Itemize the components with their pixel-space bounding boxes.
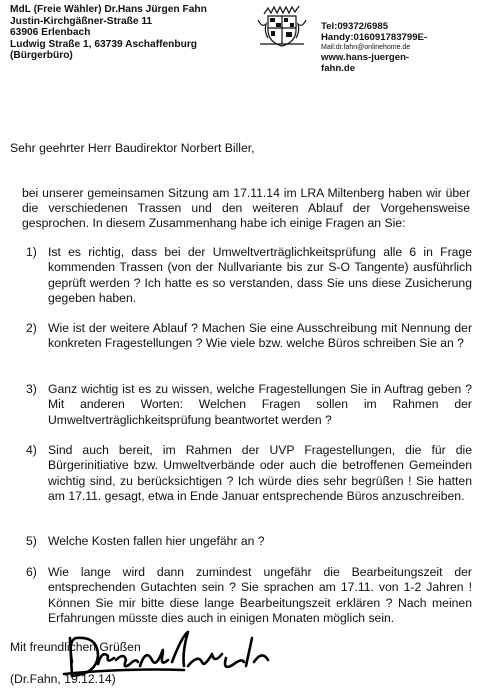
website-line-1: www.hans-juergen- — [321, 52, 410, 63]
signoff-line: (Dr.Fahn, 19.12.14) — [10, 672, 116, 686]
salutation: Sehr geehrter Herr Baudirektor Norbert Biller, — [10, 141, 255, 155]
website-line-2: fahn.de — [321, 63, 356, 74]
question-number: 4) — [26, 443, 37, 457]
question-text: Sind auch bereit, im Rahmen der UVP Fragestellungen, die für die Bürgerinitiative bzw. Umweltverbände oder auch die betroffenen Gemeinden wichtig sind, zu berücksichtigen ? Ich würde dies sehr begrüßen ! Sie hatten am 17.11. gesagt, etwa in Ende Januar entsprechende Büros anzuschreiben. — [48, 443, 472, 503]
question-text: Ist es richtig, dass bei der Umweltverträglichkeitsprüfung alle 6 in Frage kommenden Trassen (von der Nullvariante bis zur S-O Tangente) ausführlich geprüft werden ? Ich hatte es so verstanden, dass Sie uns diese Zusicherung gegeben haben. — [48, 245, 472, 305]
question-number: 3) — [26, 382, 37, 396]
intro-paragraph: bei unserer gemeinsamen Sitzung am 17.11.14 im LRA Miltenberg haben wir über die verschiedenen Trassen und den weiteren Ablauf der Vorgehensweise gesprochen. In diesem Zusammenhang habe ich einige Fragen an Sie: — [22, 186, 470, 231]
email-address: Mail:dr.fahn@onlinehome.de — [321, 44, 411, 51]
coat-of-arms-icon — [256, 4, 308, 50]
sender-office-label: (Bürgerbüro) — [10, 50, 73, 62]
question-text: Ganz wichtig ist es zu wissen, welche Fragestellungen Sie in Auftrag geben ? Mit anderen Worten: Welchen Fragen sollen im Rahmen der Umweltverträglichkeitsprüfung beantwortet werden ? — [48, 382, 472, 427]
question-number: 2) — [26, 321, 37, 335]
sender-name: MdL (Freie Wähler) Dr.Hans Jürgen Fahn — [10, 4, 207, 15]
mobile-number: Handy:016091783799E- — [321, 32, 428, 43]
contact-block — [321, 21, 427, 74]
question-text: Wie ist der weitere Ablauf ? Machen Sie eine Ausschreibung mit Nennung der konkreten Fragestellungen ? Wie viele bzw. welche Büros schreiben Sie an ? — [48, 321, 472, 351]
question-number: 5) — [26, 534, 37, 548]
sender-city: 63906 Erlenbach — [10, 27, 91, 39]
question-text: Welche Kosten fallen hier ungefähr an ? — [48, 534, 265, 548]
question-number: 1) — [26, 245, 37, 259]
sender-street: Justin-Kirchgäßner-Straße 11 — [10, 15, 153, 27]
question-number: 6) — [26, 565, 37, 579]
question-text: Wie lange wird dann zumindest ungefähr die Bearbeitungszeit der entsprechenden Gutachten sein ? Sie sprachen am 17.11. von 1-2 Jahren ! Können Sie mir bitte diese lange Bearbeitungszeit erklären ? Nach meinen Erfahrungen müsste dies auch in einigen Monaten möglich sein. — [48, 565, 472, 625]
sender-address — [10, 4, 207, 62]
phone-number: Tel:09372/6985 — [321, 21, 389, 32]
closing-line: Mit freundlichen Grüßen — [10, 640, 141, 654]
sender-office-address: Ludwig Straße 1, 63739 Aschaffenburg — [10, 38, 198, 50]
